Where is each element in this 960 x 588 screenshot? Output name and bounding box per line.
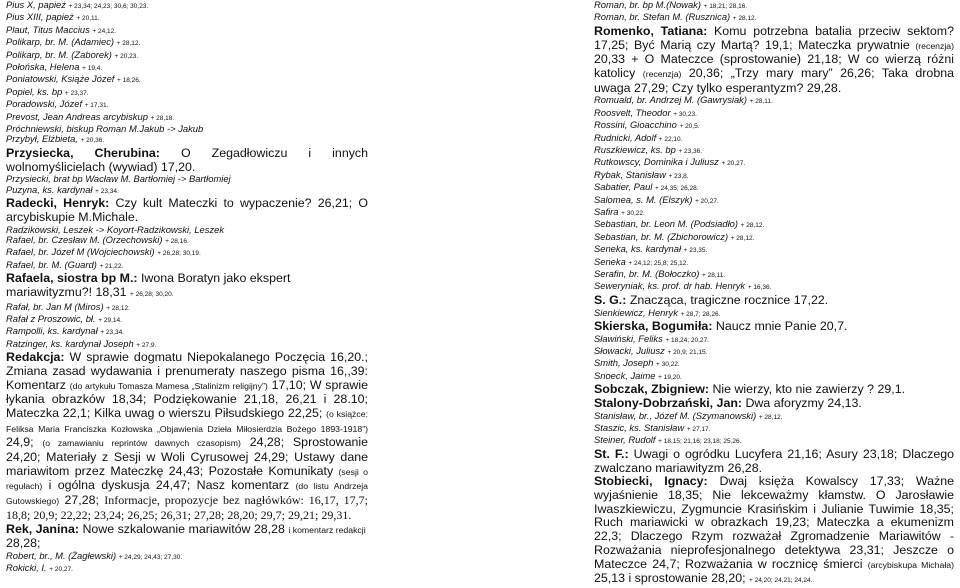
index-entry: Roosvelt, Theodor + 30,23. [594,106,697,118]
index-entry: Polikarp, br. M. (Zaborek) + 20,23. [6,48,139,60]
index-entry: Słowacki, Juliusz + 20,9; 21,15. [594,345,708,357]
index-entry: Rafael, br. Czesław M. (Orzechowski) + 28,16. [6,233,189,245]
index-entry: Rafael, br. Józef M (Wojciechowski) + 26,28; 30,19. [6,246,201,258]
index-entry: Plaut, Titus Maccius + 24,12. [6,23,117,35]
index-entry: Ruszkiewicz, ks. bp + 23,36. [594,143,703,155]
author-entry: Stobiecki, Ignacy: Dwaj księża Kowalscy 17,33; Ważne wyjaśnienie 18,35; Nie lekceważmy kłamstw. O Jarosławie Iwaszkiewiczu, Zygmuncie Krasińskim i Julianie Tuwimie 18,35; Ruch mariawicki w obrazkach 19,23; Mateczka a ekumenizm 22,3; Dlaczego Rzym rozważał Zgromadzenie Mariawitów - Rozważania nieprofesjonalnego detektywa 23,31; Jeszcze o Mateczce 24,7; Rozważania w rocznicę śmierci (arcybiskupa Michała) 25,13 i sprostowanie 28,20; + 24,20; 24,21; 24,24. [594,474,954,586]
index-entry: Smith, Joseph + 30,22. [594,357,680,369]
index-entry: Sławiński, Feliks + 18,24; 20,27. [594,332,709,344]
index-entry: Pius XIII, papież + 20,11. [6,11,100,23]
author-entry: Sobczak, Zbigniew: Nie wierzy, kto nie zawierzy ? 29,1. [594,382,906,397]
index-entry: Poniatowski, Książe Józef + 18,26. [6,73,141,85]
index-entry: Puzyna, ks. kardynał + 23,34. [6,183,119,195]
index-entry: Staszic, ks. Stanisław + 27,17. [594,422,711,434]
index-entry: Radzikowski, Leszek -> Koyort-Radzikowski, Leszek [6,223,225,235]
index-entry: Sabatier, Paul + 24,35; 26,28. [594,181,699,193]
index-entry: Safira + 30,22. [594,205,645,217]
index-entry: Robert, br., M. (Żagłewski) + 24,29; 24,43; 27,30. [6,550,183,561]
author-entry: Rek, Janina: Nowe szkalowanie mariawitów 28,28 i komentarz redakcji 28,28; [6,521,366,551]
index-entry: Rybak, Stanisław + 23,8. [594,168,689,180]
author-entry: Stalony-Dobrzański, Jan: Dwa aforyzmy 24,13. [594,395,862,410]
index-entry: Popiel, ks. bp + 23,37. [6,85,89,97]
index-entry: Seneka, ks. kardynał + 23,35. [594,243,708,255]
author-entry: S. G.: Znacząca, tragiczne rocznice 17,22. [594,292,829,307]
index-entry: Stanisław, br., Józef M. (Szymanowski) + 28,12. [594,409,783,421]
index-entry: Steiner, Rudolf + 18,15; 21,16; 23,18; 25,26. [594,434,742,446]
index-entry: Sienkiewicz, Henryk + 28,7; 28,26. [594,306,721,318]
author-entry: St. F.: Uwagi o ogródku Lucyfera 21,16; Asury 23,18; Dlaczego zwalczano mariawityzm 26,28. [594,446,954,475]
index-entry: Prevost, Jean Andreas arcybiskup + 28,18. [6,110,175,122]
index-entry: Próchniewski, biskup Roman M.Jakub -> Jakub [6,123,204,135]
author-entry: Redakcja: W sprawie dogmatu Niepokalanego Poczęcia 16,20.; Zmiana zasad wydawania i prenumeraty naszego pisma 16,,39: Komentarz (do artykułu Tomasza Mamesa „Stalinizm religijny”) 17,10; W sprawie łykania obrazków 18,34; Podziękowanie 21,18, 26,21 i 28.10; Mateczka 22,1; Kilka uwag o wierszu Piłsudskiego 22,25; (o książce: Feliksa Maria Franciszka Kozłowska „Objawienia Dzieła Miłosierdzia Bożego 1893-1918”) 24,9; (o zamawianiu reprintów dawnych czasopism) 24,28; Sprostowanie 24,20; Materiały z Sesji w Woli Cyrusowej 24,29; Ustawy dane mariawitom przez Mateczkę 24,43; Pozostałe Komunikaty (sesji o regułach) i ogólna dyskusja 24,47; Nasz komentarz (do listu Andrzeja Gutowskiego) 27,28; Informacje, propozycje bez nagłówków: 16,17, 17,7; 18,8; 20,9; 22,22; 23,24; 26,25; 26,31; 27,28; 28,20; 29,7; 29,21; 29,31. [6,350,369,522]
index-entry: Romuald, br. Andrzej M. (Gawrysiak) + 28,11. [594,94,773,106]
index-entry: Rafał, br. Jan M (Miros) + 28,12. [6,300,130,312]
index-entry: Poradowski, Józef + 17,31. [6,98,109,110]
index-column-right [594,0,954,588]
index-entry: Rossini, Gioacchino + 20,5. [594,119,700,131]
index-entry: Serafin, br. M. (Bołoczko) + 28,11. [594,268,726,280]
index-entry: Sebastian, br. Leon M. (Podsiadło) + 28,12. [594,218,765,230]
author-entry: Przysiecka, Cherubina: O Zegadłowiczu i innych wolnomyślicielach (wywiad) 17,20. [6,145,368,174]
index-entry: Połońska, Helena + 19,4. [6,61,103,73]
index-entry: Ratzinger, ks. kardynał Joseph + 27,9. [6,337,157,349]
author-entry: Skierska, Bogumiła: Naucz mnie Panie 20,7. [594,318,848,333]
index-entry: Rudnicki, Adolf + 22,10. [594,131,683,143]
index-entry: Rafał z Proszowic, bł. + 29,14. [6,312,122,324]
index-entry: Polikarp, br. M. (Adamiec) + 28,12. [6,36,141,48]
index-entry: Salomea, s. M. (Elszyk) + 20,27. [594,193,719,205]
author-entry: Radecki, Henryk: Czy kult Mateczki to wypaczenie? 26,21; O arcybiskupie M.Michale. [6,196,368,224]
index-entry: Sebastian, br. M. (Zbichorowicz) + 28,12. [594,230,755,242]
index-entry: Rampolli, ks. kardynał + 23,34. [6,325,124,337]
index-entry: Przysiecki, brat bp Wacław M. Bartłomiej -> Bartłomiej [6,173,231,185]
index-entry: Roman, br. bp M.(Nowak) + 18,21; 28,16. [594,0,748,10]
author-entry: Rafaela, siostra bp M.: Iwona Boratyn jako ekspert mariawityzmu?! 18,31 + 26,28; 30,20. [6,271,291,299]
author-entry: Romenko, Tatiana: Komu potrzebna batalia przeciw sektom? 17,25; Być Marią czy Martą? 19,1; Mateczka prywatnie (recenzja) 20,33 + O Mateczce (sprostowanie) 21,18; W co wierzą różni katolicy (recenzja) 20,36; „Trzy mary mary” 26,26; Taka drobna uwaga 27,29; Czy tylko esperantyzm? 29,28. [594,23,955,95]
index-entry: Snoeck, Jaime + 19,20. [594,369,682,381]
index-column-left [6,0,368,576]
index-entry: Roman, br. Stefan M. (Rusznica) + 28,12. [594,11,757,23]
index-entry: Rutkowscy, Dominika i Juliusz + 20,27. [594,156,746,168]
index-entry: Przybył, Elżbieta, + 20,36. [6,133,105,145]
index-entry: Seweryniak, ks. prof. dr hab. Henryk + 16,36. [594,280,772,292]
index-entry: Rafael, br. M. (Guard) + 21,22. [6,258,124,270]
index-entry: Pius X, papież + 23,34; 24,23; 30,6; 30,23. [6,0,149,10]
index-entry: Rokicki, I. + 20,27. [6,562,73,574]
index-entry: Seneka + 24,12; 25,8; 25,12. [594,255,689,267]
